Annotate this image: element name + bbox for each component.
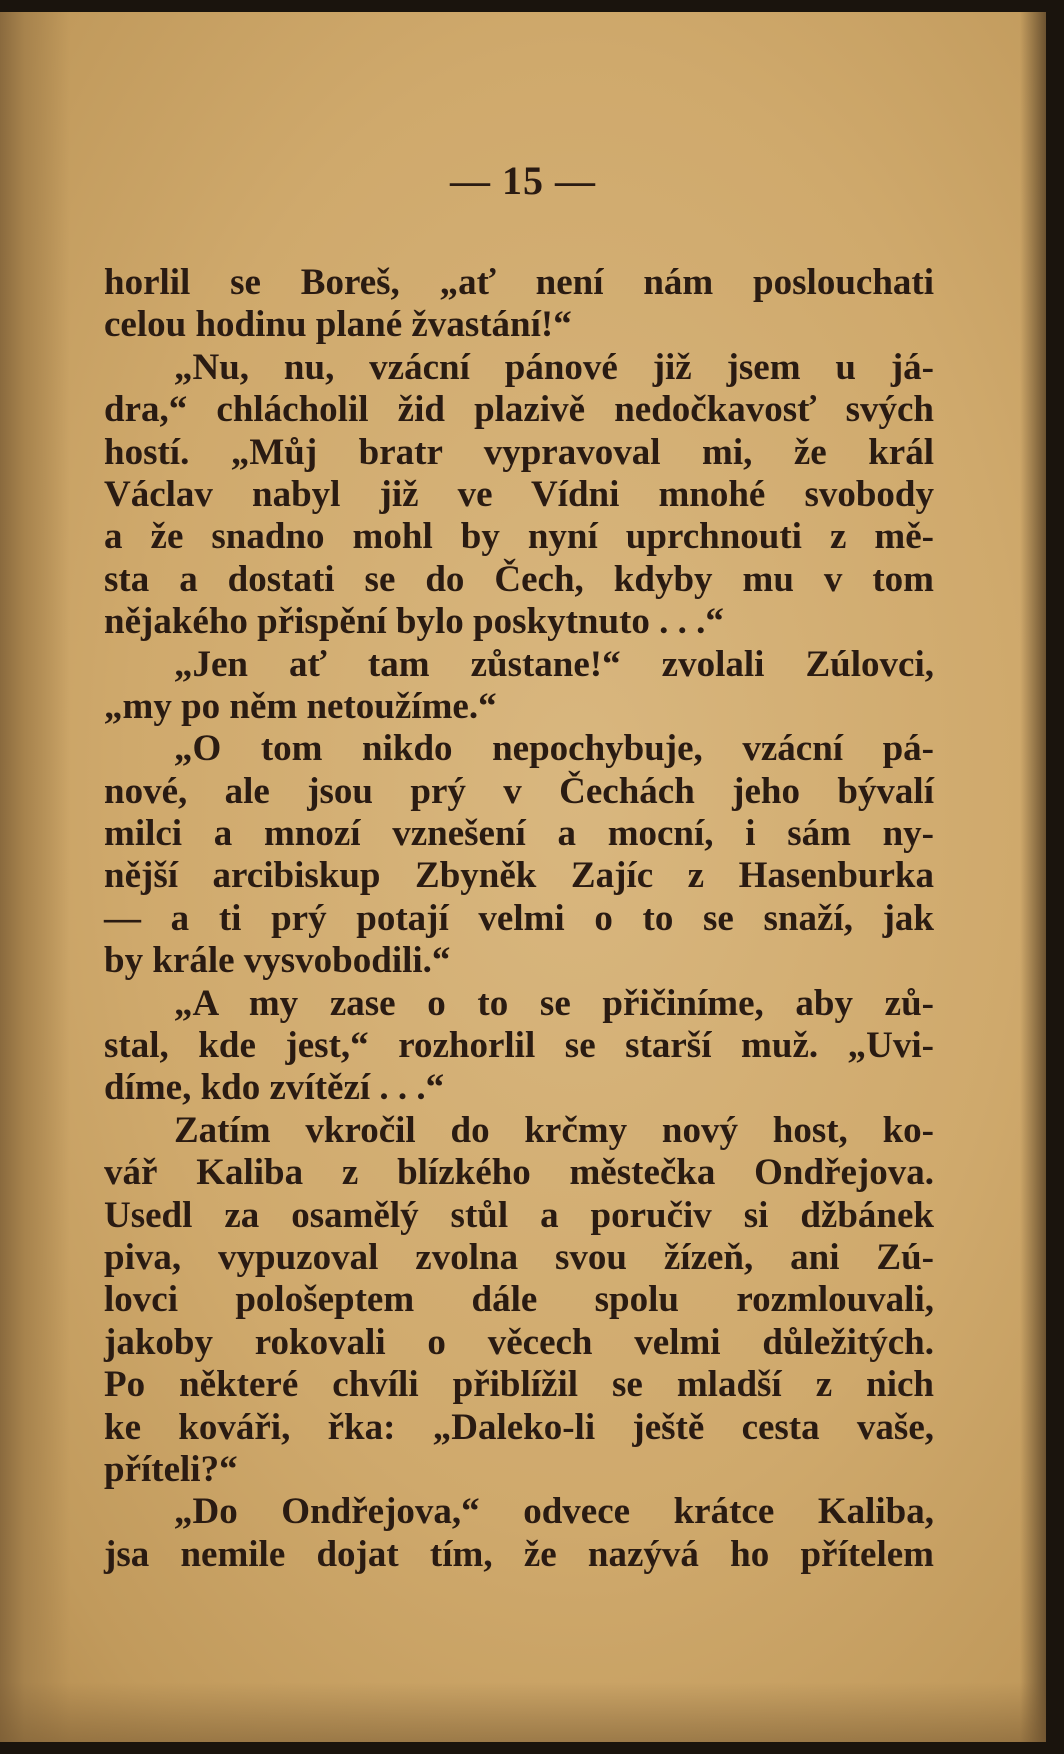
text-line: a že snadno mohl by nyní uprchnouti z mě- xyxy=(104,516,934,558)
text-line: sta a dostati se do Čech, kdyby mu v tom xyxy=(104,558,934,600)
page-number: — 15 — xyxy=(450,158,596,203)
page-gutter-shadow xyxy=(0,12,70,1742)
text-line: by krále vysvobodili.“ xyxy=(104,940,451,982)
body-text xyxy=(104,262,934,1576)
text-line: nové, ale jsou prý v Čechách jeho bývalí xyxy=(104,770,934,812)
text-line: vář Kaliba z blízkého městečka Ondřejova. xyxy=(104,1152,934,1194)
text-line: díme, kdo zvítězí . . .“ xyxy=(104,1067,445,1109)
text-line: piva, vypuzoval zvolna svou žízeň, ani Zú- xyxy=(104,1236,934,1278)
text-line: příteli?“ xyxy=(104,1448,238,1490)
text-line: „A my zase o to se přičiníme, aby zů- xyxy=(174,982,934,1024)
text-line: hostí. „Můj bratr vypravoval mi, že král xyxy=(104,431,934,473)
text-line: „Do Ondřejova,“ odvece krátce Kaliba, xyxy=(174,1491,934,1533)
text-line: „Jen ať tam zůstane!“ zvolali Zúlovci, xyxy=(174,643,934,685)
text-line: „O tom nikdo nepochybuje, vzácní pá- xyxy=(174,728,934,770)
text-line: celou hodinu plané žvastání!“ xyxy=(104,304,572,346)
text-line: nějakého přispění bylo poskytnuto . . .“ xyxy=(104,601,724,643)
book-page xyxy=(0,12,1046,1742)
text-line: ke kováři, řka: „Daleko-li ještě cesta vaše, xyxy=(104,1406,934,1448)
text-line: Po některé chvíli přiblížil se mladší z nich xyxy=(104,1364,934,1406)
text-line: horlil se Boreš, „ať není nám poslouchati xyxy=(104,262,934,303)
text-line: lovci pološeptem dále spolu rozmlouvali, xyxy=(104,1279,934,1321)
text-line: — a ti prý potají velmi o to se snaží, jak xyxy=(104,897,934,939)
text-line: Zatím vkročil do krčmy nový host, ko- xyxy=(174,1109,934,1151)
text-line: „Nu, nu, vzácní pánové již jsem u já- xyxy=(174,346,934,388)
text-line: „my po něm netoužíme.“ xyxy=(104,685,497,727)
page-right-edge xyxy=(1020,12,1046,1742)
page-bottom-edge xyxy=(0,1682,1046,1742)
text-line: milci a mnozí vznešení a mocní, i sám ny- xyxy=(104,813,934,855)
text-line: Václav nabyl již ve Vídni mnohé svobody xyxy=(104,473,934,515)
text-line: stal, kde jest,“ rozhorlil se starší muž. „Uvi- xyxy=(104,1025,934,1067)
text-line: jsa nemile dojat tím, že nazývá ho přítelem xyxy=(104,1533,934,1575)
text-line: nější arcibiskup Zbyněk Zajíc z Hasenburka xyxy=(104,855,934,897)
text-line: dra,“ chlácholil žid plazivě nedočkavosť svých xyxy=(104,389,934,431)
text-line: jakoby rokovali o věcech velmi důležitých. xyxy=(104,1321,934,1363)
text-line: Usedl za osamělý stůl a poručiv si džbánek xyxy=(104,1194,934,1236)
